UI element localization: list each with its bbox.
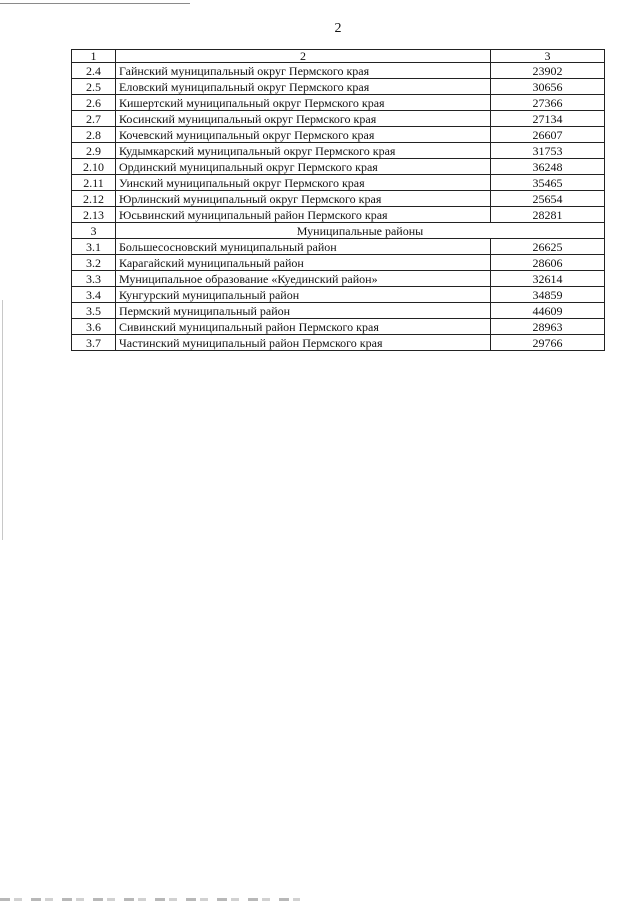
row-number: 2.8 — [72, 127, 116, 143]
table-row — [72, 175, 605, 191]
scan-footer-noise — [0, 898, 300, 901]
row-number: 3.2 — [72, 255, 116, 271]
row-number: 2.13 — [72, 207, 116, 223]
row-value: 29766 — [491, 335, 605, 351]
table-row — [72, 271, 605, 287]
row-value: 32614 — [491, 271, 605, 287]
row-name: Косинский муниципальный округ Пермского края — [116, 111, 491, 127]
row-name: Частинский муниципальный район Пермского края — [116, 335, 491, 351]
section-title: Муниципальные районы — [116, 223, 605, 239]
row-number: 3.5 — [72, 303, 116, 319]
row-name: Кунгурский муниципальный район — [116, 287, 491, 303]
row-number: 3.3 — [72, 271, 116, 287]
table-row — [72, 239, 605, 255]
row-name: Юсьвинский муниципальный район Пермского края — [116, 207, 491, 223]
scan-edge-line — [2, 300, 3, 540]
row-value: 30656 — [491, 79, 605, 95]
row-number: 2.9 — [72, 143, 116, 159]
row-name: Уинский муниципальный округ Пермского края — [116, 175, 491, 191]
row-number: 2.5 — [72, 79, 116, 95]
row-value: 36248 — [491, 159, 605, 175]
row-name: Гайнский муниципальный округ Пермского края — [116, 63, 491, 79]
row-number: 2.12 — [72, 191, 116, 207]
row-name: Сивинский муниципальный район Пермского края — [116, 319, 491, 335]
row-value: 26625 — [491, 239, 605, 255]
row-number: 2.6 — [72, 95, 116, 111]
table-row — [72, 191, 605, 207]
row-value: 28281 — [491, 207, 605, 223]
row-number: 3.4 — [72, 287, 116, 303]
section-number: 3 — [72, 223, 116, 239]
row-value: 26607 — [491, 127, 605, 143]
table-row — [72, 95, 605, 111]
row-value: 44609 — [491, 303, 605, 319]
row-name: Ординский муниципальный округ Пермского края — [116, 159, 491, 175]
municipal-table — [71, 49, 605, 351]
section-header-row — [72, 223, 605, 239]
row-value: 31753 — [491, 143, 605, 159]
row-name: Муниципальное образование «Куединский район» — [116, 271, 491, 287]
row-value: 25654 — [491, 191, 605, 207]
table-row — [72, 63, 605, 79]
row-name: Юрлинский муниципальный округ Пермского края — [116, 191, 491, 207]
row-number: 2.10 — [72, 159, 116, 175]
column-value-header: 3 — [491, 50, 605, 63]
row-value: 27134 — [491, 111, 605, 127]
table-row — [72, 159, 605, 175]
page-number: 2 — [334, 21, 342, 36]
row-number: 2.7 — [72, 111, 116, 127]
row-name: Кудымкарский муниципальный округ Пермского края — [116, 143, 491, 159]
row-name: Большесосновский муниципальный район — [116, 239, 491, 255]
column-name-header: 2 — [116, 50, 491, 63]
row-value: 28606 — [491, 255, 605, 271]
row-name: Карагайский муниципальный район — [116, 255, 491, 271]
table-row — [72, 127, 605, 143]
table-row — [72, 79, 605, 95]
scan-edge-line — [0, 3, 190, 4]
row-number: 2.11 — [72, 175, 116, 191]
table-row — [72, 335, 605, 351]
table-header-row — [72, 50, 605, 63]
row-name: Пермский муниципальный район — [116, 303, 491, 319]
row-number: 2.4 — [72, 63, 116, 79]
table-row — [72, 255, 605, 271]
row-value: 35465 — [491, 175, 605, 191]
row-value: 27366 — [491, 95, 605, 111]
table-row — [72, 143, 605, 159]
row-value: 23902 — [491, 63, 605, 79]
row-value: 28963 — [491, 319, 605, 335]
row-name: Кочевский муниципальный округ Пермского края — [116, 127, 491, 143]
row-name: Еловский муниципальный округ Пермского края — [116, 79, 491, 95]
row-number: 3.7 — [72, 335, 116, 351]
table-row — [72, 319, 605, 335]
row-number: 3.6 — [72, 319, 116, 335]
table-row — [72, 207, 605, 223]
row-number: 3.1 — [72, 239, 116, 255]
row-value: 34859 — [491, 287, 605, 303]
table-row — [72, 111, 605, 127]
table-row — [72, 287, 605, 303]
row-name: Кишертский муниципальный округ Пермского края — [116, 95, 491, 111]
table-row — [72, 303, 605, 319]
column-number-header: 1 — [72, 50, 116, 63]
